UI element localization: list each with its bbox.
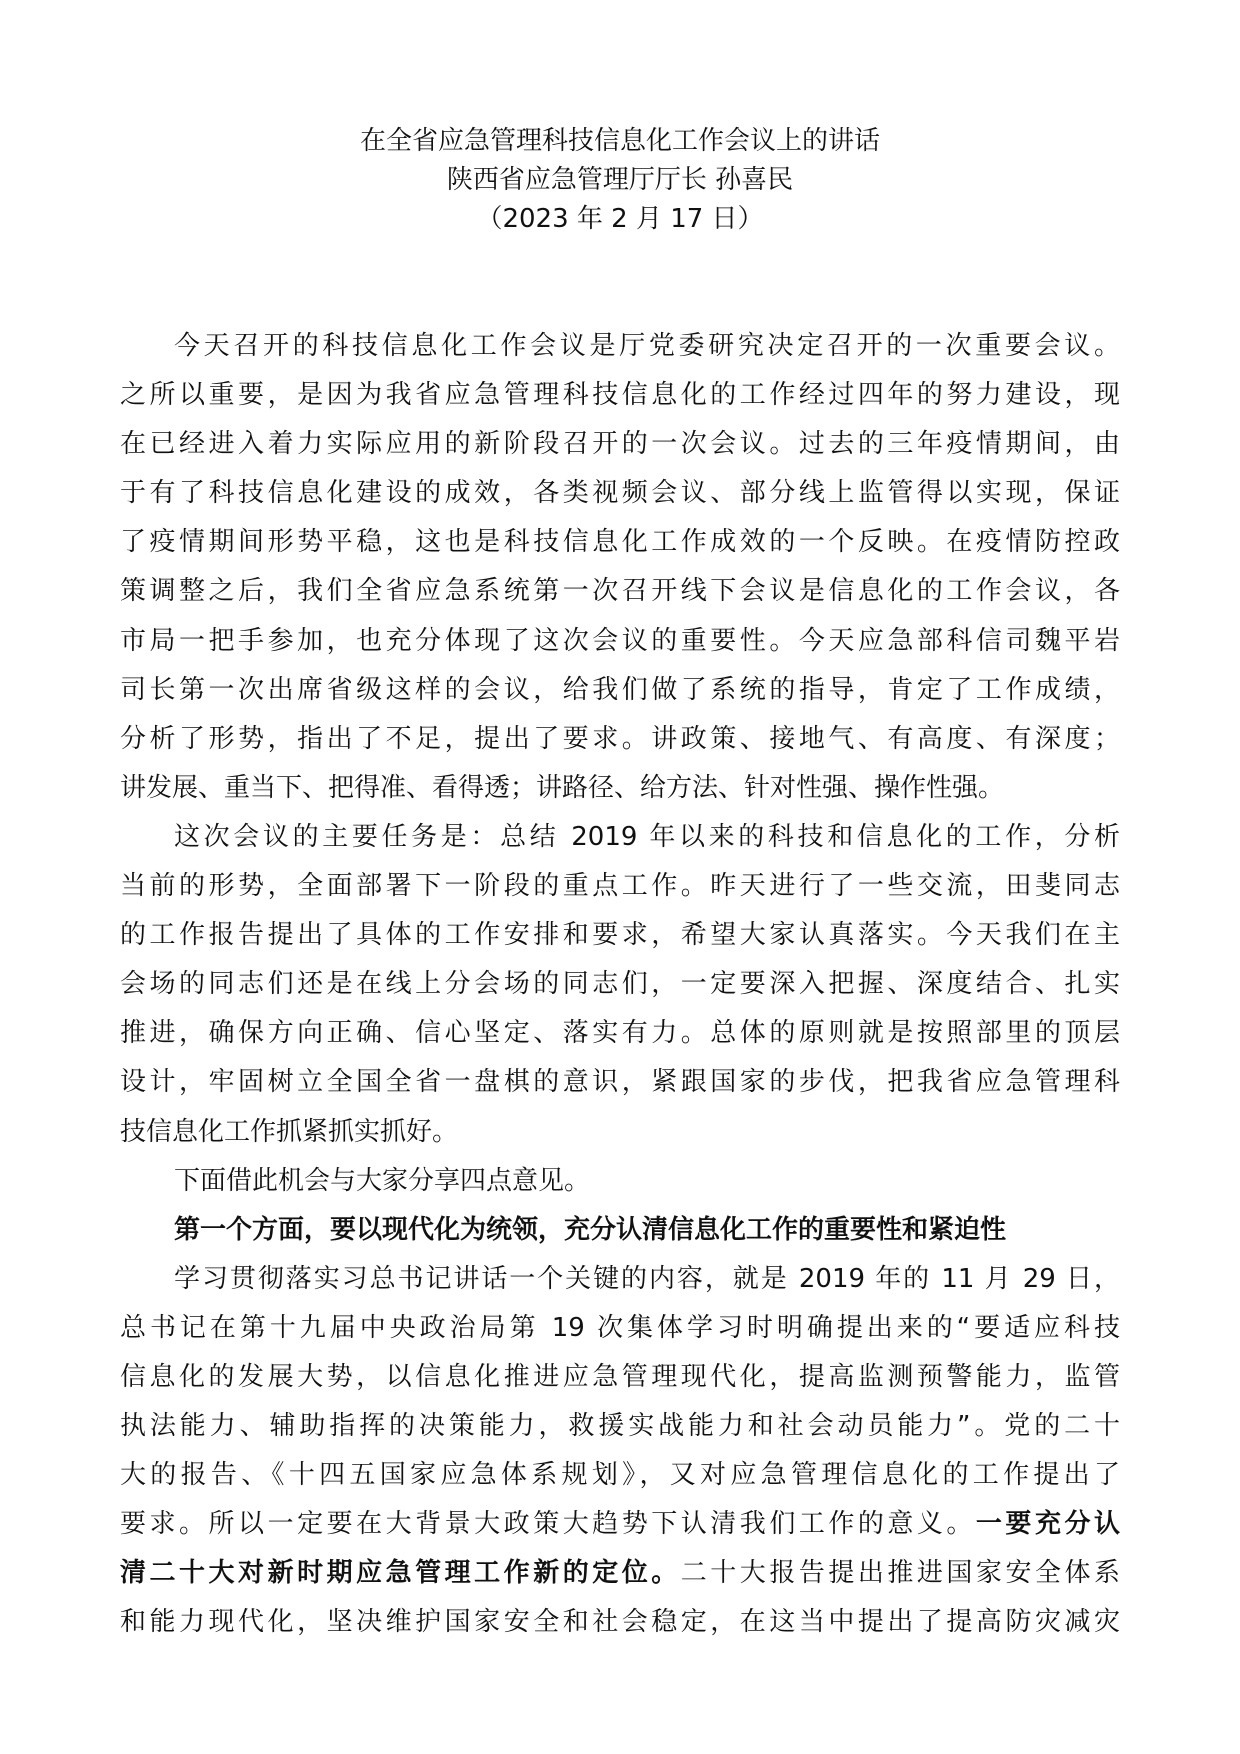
paragraph-meeting-tasks bbox=[120, 813, 1120, 1157]
text-line: 大的报告、《十四五国家应急体系规划》，又对应急管理信息化的工作提出了 bbox=[120, 1460, 1120, 1491]
text-line: 于有了科技信息化建设的成效，各类视频会议、部分线上监管得以实现，保证 bbox=[120, 478, 1120, 509]
text-line: 学习贯彻落实习总书记讲话一个关键的内容，就是 2019 年的 11 月 29 日， bbox=[174, 1263, 1120, 1294]
text-line: 信息化的发展大势，以信息化推进应急管理现代化，提高监测预警能力，监管 bbox=[120, 1361, 1120, 1392]
section-heading-1 bbox=[120, 1206, 1120, 1255]
text-line: 和能力现代化，坚决维护国家安全和社会稳定，在这当中提出了提高防灾减灾 bbox=[120, 1607, 1120, 1638]
text-line: 这次会议的主要任务是：总结 2019 年以来的科技和信息化的工作，分析 bbox=[174, 821, 1120, 852]
speaker-line: 陕西省应急管理厅厅长 孙喜民 bbox=[446, 165, 794, 195]
section-heading-text: 第一个方面，要以现代化为统领，充分认清信息化工作的重要性和紧迫性 bbox=[174, 1214, 1007, 1245]
text-line bbox=[120, 1549, 1120, 1598]
text-line bbox=[120, 1500, 1120, 1549]
document-title: 在全省应急管理科技信息化工作会议上的讲话 bbox=[359, 126, 880, 156]
bold-subpoint-text: 一要充分认 bbox=[975, 1509, 1120, 1540]
document-body bbox=[120, 322, 1120, 1648]
text-line: 的工作报告提出了具体的工作安排和要求，希望大家认真落实。今天我们在主 bbox=[120, 920, 1120, 951]
text-segment: 要求。所以一定要在大背景大政策大趋势下认清我们工作的意义。 bbox=[120, 1509, 976, 1540]
text-line: 推进，确保方向正确、信心坚定、落实有力。总体的原则就是按照部里的顶层 bbox=[120, 1018, 1120, 1049]
text-line: 分析了形势，指出了不足，提出了要求。讲政策、接地气、有高度、有深度； bbox=[120, 723, 1120, 754]
text-line: 讲发展、重当下、把得准、看得透；讲路径、给方法、针对性强、操作性强。 bbox=[120, 772, 1005, 803]
text-line: 会场的同志们还是在线上分会场的同志们，一定要深入把握、深度结合、扎实 bbox=[120, 969, 1120, 1000]
text-line: 了疫情期间形势平稳，这也是科技信息化工作成效的一个反映。在疫情防控政 bbox=[120, 527, 1120, 558]
text-line: 在已经进入着力实际应用的新阶段召开的一次会议。过去的三年疫情期间，由 bbox=[120, 429, 1120, 460]
paragraph-intro-points bbox=[120, 1157, 1120, 1206]
text-line: 之所以重要，是因为我省应急管理科技信息化的工作经过四年的努力建设，现 bbox=[120, 380, 1120, 411]
text-segment: 二十大报告提出推进国家安全体系 bbox=[680, 1558, 1120, 1589]
text-line: 策调整之后，我们全省应急系统第一次召开线下会议是信息化的工作会议，各 bbox=[120, 576, 1120, 607]
text-line: 设计，牢固树立全国全省一盘棋的意识，紧跟国家的步伐，把我省应急管理科 bbox=[120, 1067, 1120, 1098]
text-line: 司长第一次出席省级这样的会议，给我们做了系统的指导，肯定了工作成绩， bbox=[120, 674, 1120, 705]
text-line: 执法能力、辅助指挥的决策能力，救援实战能力和社会动员能力”。党的二十 bbox=[120, 1411, 1120, 1442]
paragraph-section-1 bbox=[120, 1255, 1120, 1648]
paragraph-opening bbox=[120, 322, 1120, 813]
text-line: 今天召开的科技信息化工作会议是厅党委研究决定召开的一次重要会议。 bbox=[174, 331, 1120, 361]
document-header bbox=[120, 122, 1120, 239]
text-line: 下面借此机会与大家分享四点意见。 bbox=[174, 1165, 591, 1196]
text-line: 技信息化工作抓紧抓实抓好。 bbox=[120, 1116, 459, 1147]
text-line: 总书记在第十九届中央政治局第 19 次集体学习时明确提出来的“要适应科技 bbox=[120, 1312, 1120, 1343]
bold-subpoint-text: 清二十大对新时期应急管理工作新的定位。 bbox=[120, 1558, 681, 1589]
text-line: 当前的形势，全面部署下一阶段的重点工作。昨天进行了一些交流，田斐同志 bbox=[120, 871, 1120, 902]
text-line: 市局一把手参加，也充分体现了这次会议的重要性。今天应急部科信司魏平岩 bbox=[120, 625, 1120, 656]
speech-date: （2023 年 2 月 17 日） bbox=[476, 204, 764, 234]
